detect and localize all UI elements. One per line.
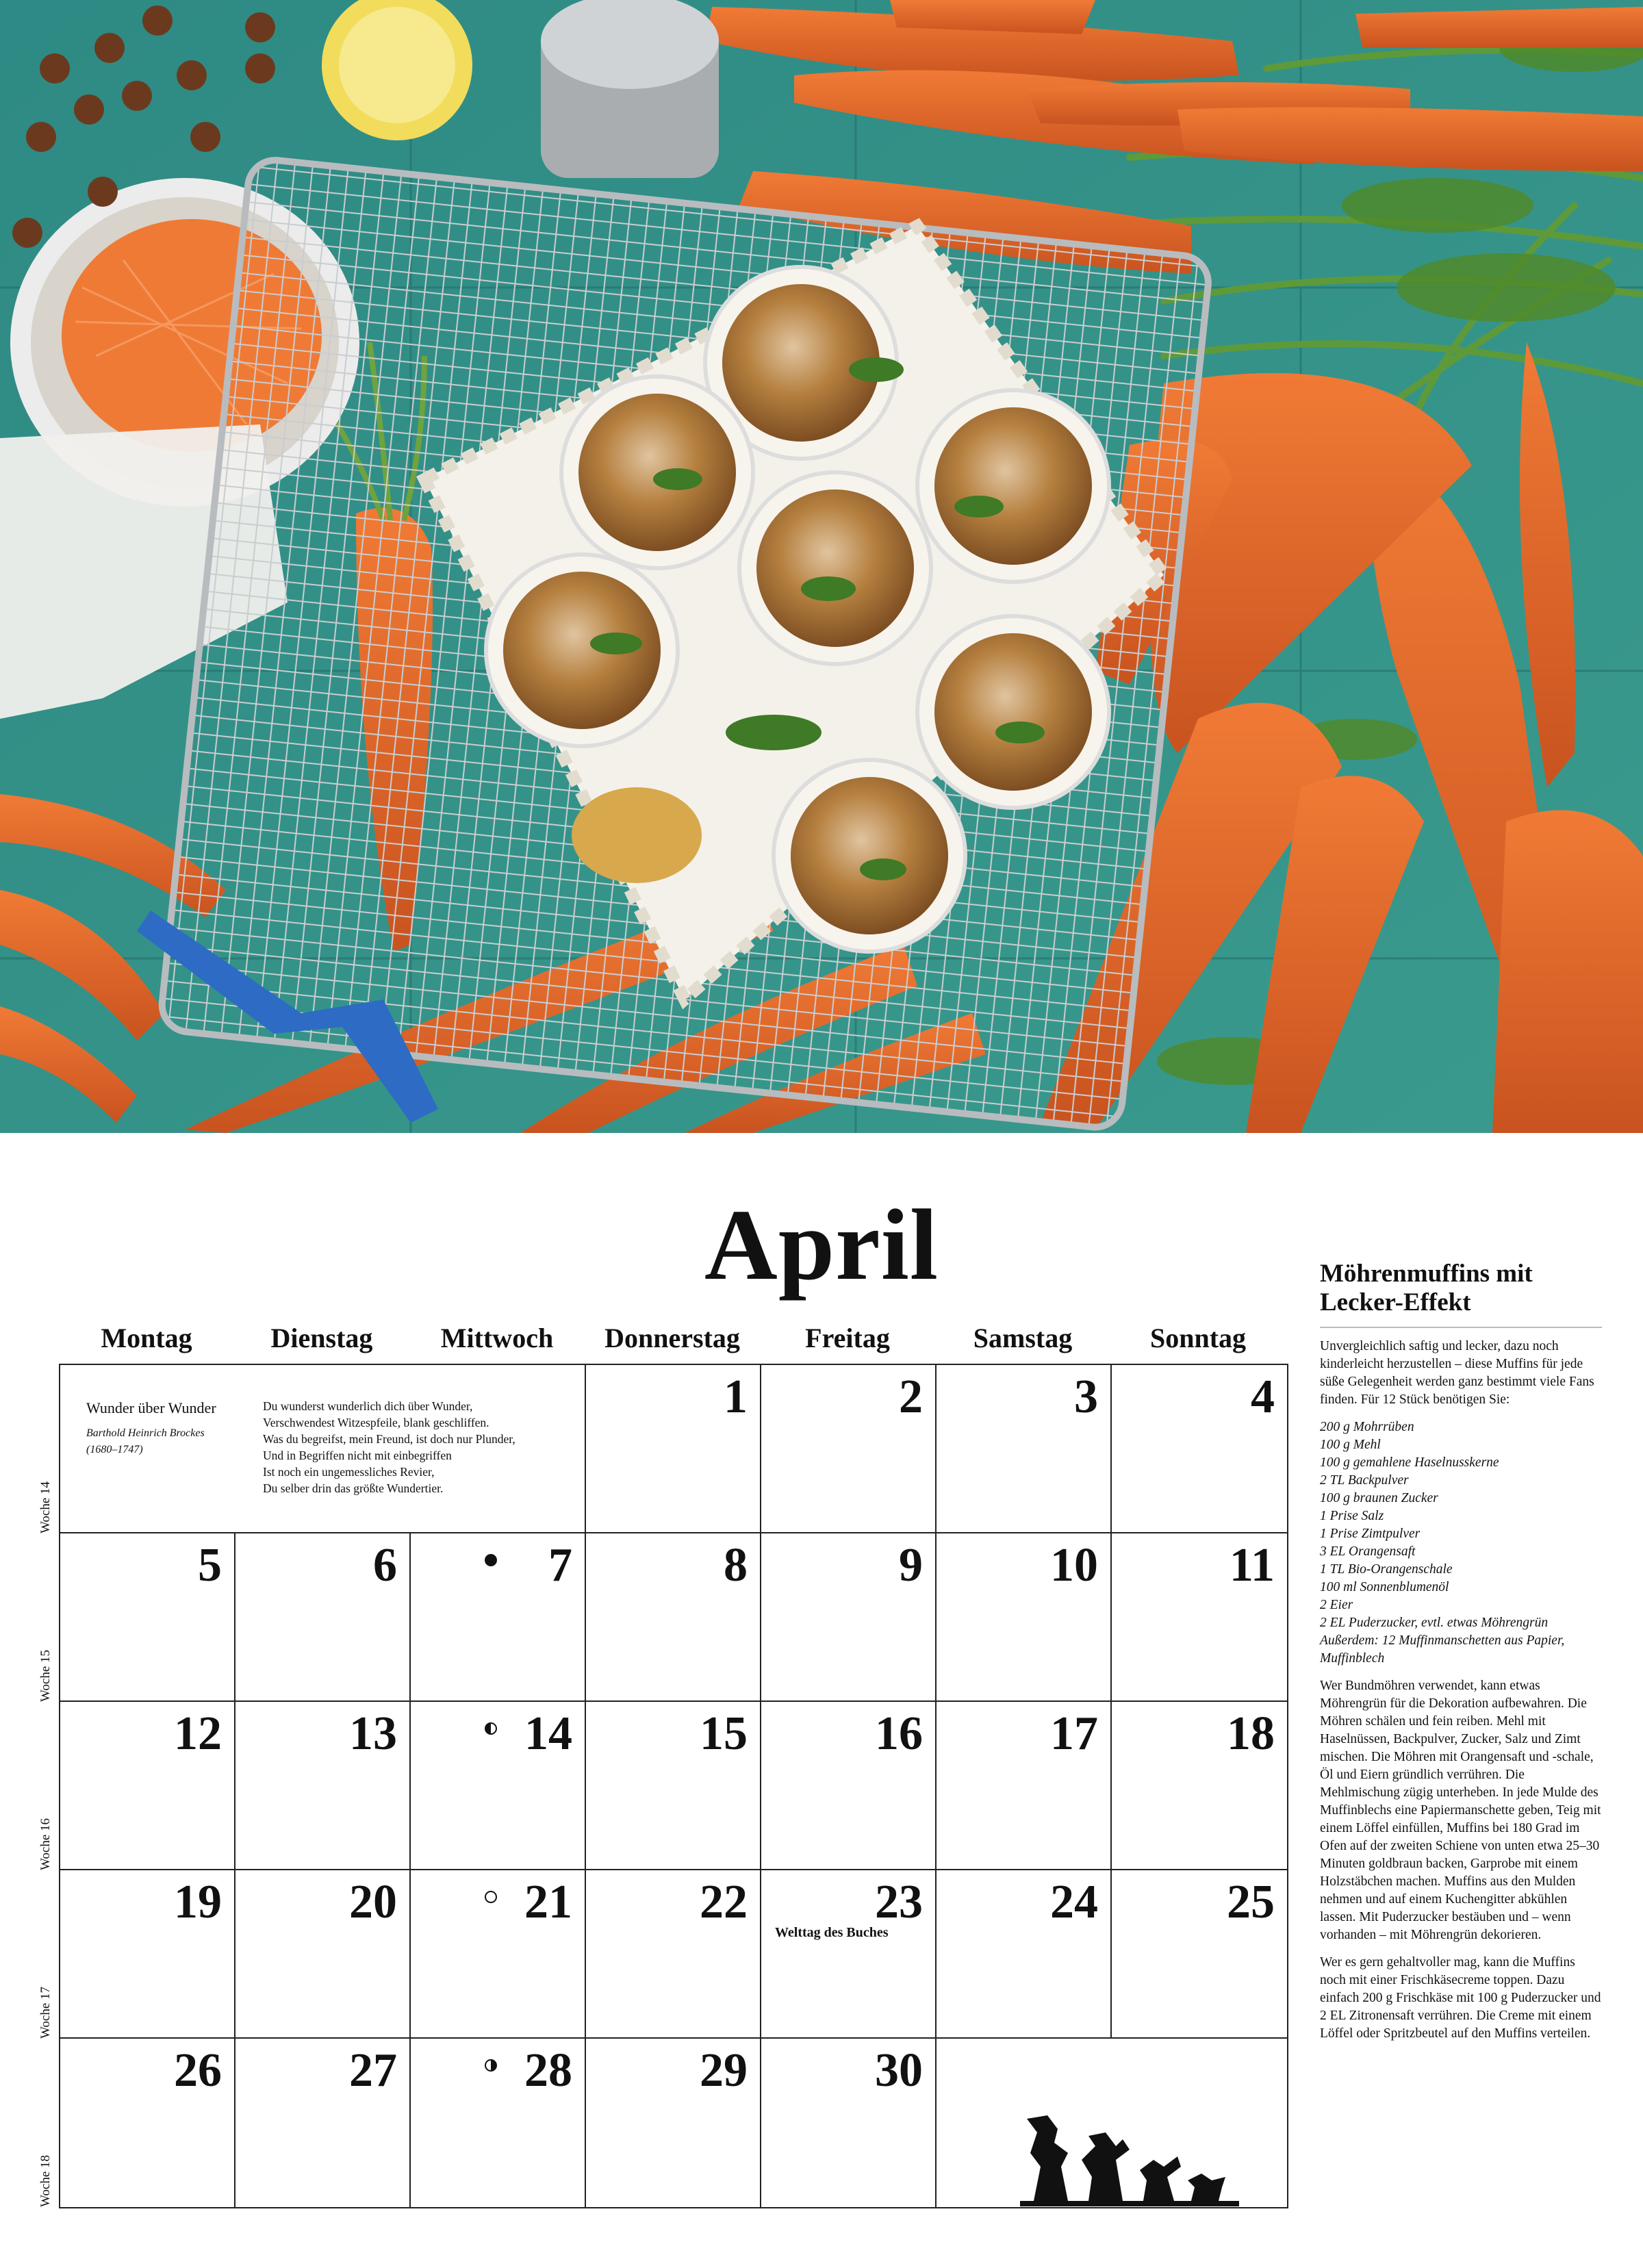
date-number: 7 xyxy=(548,1539,572,1592)
date-cell[interactable] xyxy=(586,1365,761,1533)
poem-box xyxy=(60,1365,586,1533)
ingredient-item: 100 g Mehl xyxy=(1320,1438,1381,1452)
poem-line: Du wunderst wunderlich dich über Wunder, xyxy=(263,1399,473,1413)
ingredient-item: 100 g gemahlene Haselnusskerne xyxy=(1320,1455,1499,1470)
date-number: 16 xyxy=(875,1707,923,1760)
date-number: 29 xyxy=(700,2044,748,2097)
ingredient-item: 100 g braunen Zucker xyxy=(1320,1491,1438,1505)
poem-text xyxy=(263,1398,578,1496)
recipe-panel xyxy=(1320,1260,1602,2043)
date-number: 24 xyxy=(1050,1876,1098,1928)
recipe-steps: Wer Bundmöhren verwendet, kann etwas Möhrengrün für die Dekoration aufbewahren. Die Möhren schälen und fein reiben. Mehl mit Haselnüssen, Backpulver, Zucker, Salz und Zimt mischen. Die Möhren mit Orangensaft und -schale, Öl und Eiern gründlich verrühren. Die Mehlmischung zügig unterheben. In jede Mulde des Muffinblechs eine Papiermanschette geben, Teig mit einem Löffel einfüllen, Muffins bei 180 Grad im Ofen auf der zweiten Schiene von unten etwa 25–30 Minuten goldbraun backen, Garprobe mit einem Holzstäbchen machen. Muffins aus den Mulden nehmen und auf einem Kuchengitter abkühlen lassen. Mit Puderzucker bestäuben und – wenn vorhanden – mit Möhrengrün dekorieren. xyxy=(1320,1679,1601,1942)
ingredient-list xyxy=(1320,1418,1602,1668)
silhouette-figures-icon xyxy=(1020,2112,1239,2211)
date-cell[interactable] xyxy=(761,2039,937,2207)
date-cell[interactable] xyxy=(411,2039,586,2207)
date-cell[interactable] xyxy=(937,1870,1112,2039)
day-header-saturday: Samstag xyxy=(973,1323,1073,1353)
date-cell[interactable] xyxy=(60,1870,235,2039)
date-cell[interactable] xyxy=(937,1702,1112,1870)
ingredient-item: 200 g Mohrrüben xyxy=(1320,1420,1414,1434)
header-photo xyxy=(0,0,1643,1133)
ingredient-item: 1 Prise Zimtpulver xyxy=(1320,1527,1421,1541)
day-header-sunday: Sonntag xyxy=(1149,1323,1247,1353)
day-header-friday: Freitag xyxy=(805,1323,890,1353)
date-number: 25 xyxy=(1227,1876,1275,1928)
date-cell[interactable] xyxy=(937,1365,1112,1533)
date-cell[interactable] xyxy=(411,1533,586,1702)
ingredient-item: Außerdem: 12 Muffinmanschetten aus Papier, Muffinblech xyxy=(1320,1633,1565,1666)
date-number: 30 xyxy=(875,2044,923,2097)
last-quarter-icon xyxy=(485,2059,497,2072)
week-label: Woche 17 xyxy=(38,1986,53,2039)
date-number: 4 xyxy=(1251,1371,1275,1423)
date-cell[interactable] xyxy=(411,1870,586,2039)
day-header-thursday: Donnerstag xyxy=(604,1323,740,1353)
week-label: Woche 16 xyxy=(38,1818,53,1870)
full-moon-icon xyxy=(485,1891,497,1903)
date-cell[interactable] xyxy=(586,2039,761,2207)
date-number: 20 xyxy=(349,1876,397,1928)
date-number: 15 xyxy=(700,1707,748,1760)
date-number: 3 xyxy=(1074,1371,1098,1423)
date-number: 2 xyxy=(899,1371,923,1423)
date-cell[interactable] xyxy=(586,1533,761,1702)
recipe-title: Möhrenmuffins mit Lecker-Effekt xyxy=(1320,1260,1602,1328)
date-cell[interactable] xyxy=(586,1702,761,1870)
date-number: 13 xyxy=(349,1707,397,1760)
date-cell[interactable] xyxy=(60,1702,235,1870)
date-cell[interactable] xyxy=(761,1870,937,2039)
date-number: 14 xyxy=(524,1707,572,1760)
poem-title: Wunder über Wunder xyxy=(86,1399,216,1416)
ingredient-item: 100 ml Sonnenblumenöl xyxy=(1320,1580,1449,1594)
date-number: 10 xyxy=(1050,1539,1098,1592)
date-cell[interactable] xyxy=(60,2039,235,2207)
date-number: 5 xyxy=(198,1539,222,1592)
calendar-grid xyxy=(59,1321,1288,2208)
date-cell[interactable] xyxy=(411,1702,586,1870)
week-label: Woche 18 xyxy=(38,2154,53,2207)
date-cell[interactable] xyxy=(1112,1365,1287,1533)
date-cell[interactable] xyxy=(761,1533,937,1702)
poem-line: Ist noch ein ungemessliches Revier, xyxy=(263,1465,435,1479)
date-cell[interactable] xyxy=(60,1533,235,1702)
date-cell[interactable] xyxy=(235,1870,411,2039)
date-cell[interactable] xyxy=(235,2039,411,2207)
date-cell[interactable] xyxy=(1112,1702,1287,1870)
poem-line: Du selber drin das größte Wundertier. xyxy=(263,1481,444,1495)
date-cell[interactable] xyxy=(761,1702,937,1870)
date-number: 26 xyxy=(174,2044,222,2097)
date-number: 17 xyxy=(1050,1707,1098,1760)
date-number: 19 xyxy=(174,1876,222,1928)
date-cell[interactable] xyxy=(235,1533,411,1702)
date-number: 28 xyxy=(524,2044,572,2097)
week-label: Woche 14 xyxy=(38,1481,53,1533)
day-header-monday: Montag xyxy=(101,1323,192,1353)
poem-author xyxy=(86,1425,223,1458)
date-number: 9 xyxy=(899,1539,923,1592)
ingredient-item: 1 Prise Salz xyxy=(1320,1509,1384,1523)
date-cell[interactable] xyxy=(1112,1870,1287,2039)
date-cell[interactable] xyxy=(235,1702,411,1870)
date-cell[interactable] xyxy=(586,1870,761,2039)
poem-author-name: Barthold Heinrich Brockes xyxy=(86,1427,205,1439)
ingredient-item: 3 EL Orangensaft xyxy=(1320,1544,1416,1559)
date-number: 23 xyxy=(875,1876,923,1928)
month-title: April xyxy=(704,1189,939,1301)
week-label: Woche 15 xyxy=(38,1649,53,1702)
date-number: 1 xyxy=(724,1371,748,1423)
poem-line: Verschwendest Witzespfeile, blank geschliffen. xyxy=(263,1416,489,1429)
new-moon-icon xyxy=(485,1554,497,1566)
date-number: 8 xyxy=(724,1539,748,1592)
ingredient-item: 2 EL Puderzucker, evtl. etwas Möhrengrün xyxy=(1320,1616,1549,1630)
date-number: 21 xyxy=(524,1876,572,1928)
date-cell[interactable] xyxy=(1112,1533,1287,1702)
ingredient-item: 1 TL Bio-Orangenschale xyxy=(1320,1562,1453,1577)
first-quarter-icon xyxy=(485,1722,497,1735)
carrot-muffins-photo xyxy=(0,0,1643,1133)
date-number: 12 xyxy=(174,1707,222,1760)
ingredient-item: 2 TL Backpulver xyxy=(1320,1473,1409,1488)
date-number: 11 xyxy=(1229,1539,1275,1592)
date-number: 22 xyxy=(700,1876,748,1928)
poem-author-years: (1680–1747) xyxy=(86,1444,143,1455)
day-header-tuesday: Dienstag xyxy=(270,1323,373,1353)
recipe-tip: Wer es gern gehaltvoller mag, kann die Muffins noch mit einer Frischkäsecreme toppen. Dazu einfach 200 g Frischkäse mit 100 g Puderzucker und 2 EL Zitronensaft verrühren. Die Creme mit einem Löffel oder Spritzbeutel auf den Muffins verteilen. xyxy=(1320,1955,1601,2041)
holiday-label: Welttag des Buches xyxy=(775,1925,889,1940)
date-cell[interactable] xyxy=(761,1365,937,1533)
date-number: 27 xyxy=(349,2044,397,2097)
date-grid xyxy=(59,1364,1288,2208)
ingredient-item: 2 Eier xyxy=(1320,1598,1353,1612)
recipe-intro: Unvergleichlich saftig und lecker, dazu noch kinderleicht herzustellen – diese Muffins für jede süße Gelegenheit werden ganz bestimmt viele Fans finden. Für 12 Stück benötigen Sie: xyxy=(1320,1339,1594,1407)
date-number: 18 xyxy=(1227,1707,1275,1760)
poem-line: Und in Begriffen nicht mit einbegriffen xyxy=(263,1449,452,1462)
date-number: 6 xyxy=(373,1539,397,1592)
day-header-wednesday: Mittwoch xyxy=(440,1323,554,1353)
date-cell[interactable] xyxy=(937,1533,1112,1702)
poem-line: Was du begreifst, mein Freund, ist doch nur Plunder, xyxy=(263,1432,515,1446)
